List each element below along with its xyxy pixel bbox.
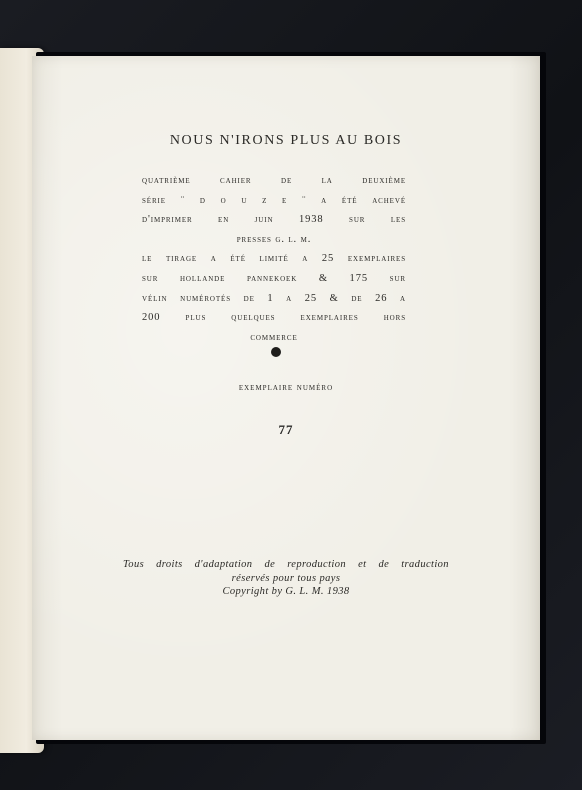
colophon-line: vélin numérotés de 1 a 25 & de 26 a [142, 292, 406, 304]
colophon-line: le tirage a été limité a 25 exemplaires [142, 253, 406, 265]
rights-notice [92, 558, 480, 599]
rights-line: Tous droits d'adaptation de reproduction et de traduction [123, 559, 449, 570]
book-page [32, 56, 540, 740]
copy-number: 77 [278, 422, 294, 437]
colophon-line: 200 plus quelques exemplaires hors [142, 312, 406, 324]
colophon-line: quatrième cahier de la deuxième [142, 175, 406, 186]
colophon-line: commerce [250, 331, 298, 343]
rights-line: réservés pour tous pays [231, 572, 341, 584]
colophon-line: sur hollande pannekoek & 175 sur [142, 272, 406, 284]
colophon-line: presses g. l. m. [236, 233, 312, 245]
book-title: NOUS N'IRONS PLUS AU BOIS [169, 133, 403, 148]
ornament-dot [271, 347, 281, 357]
copy-number-label: exemplaire numéro [238, 382, 334, 393]
rights-line: Copyright by G. L. M. 1938 [222, 586, 350, 597]
colophon-line: d'imprimer en juin 1938 sur les [142, 214, 406, 226]
colophon [142, 171, 406, 347]
colophon-line: série ¨ d o u z e ¨ a été achevé [142, 194, 406, 206]
